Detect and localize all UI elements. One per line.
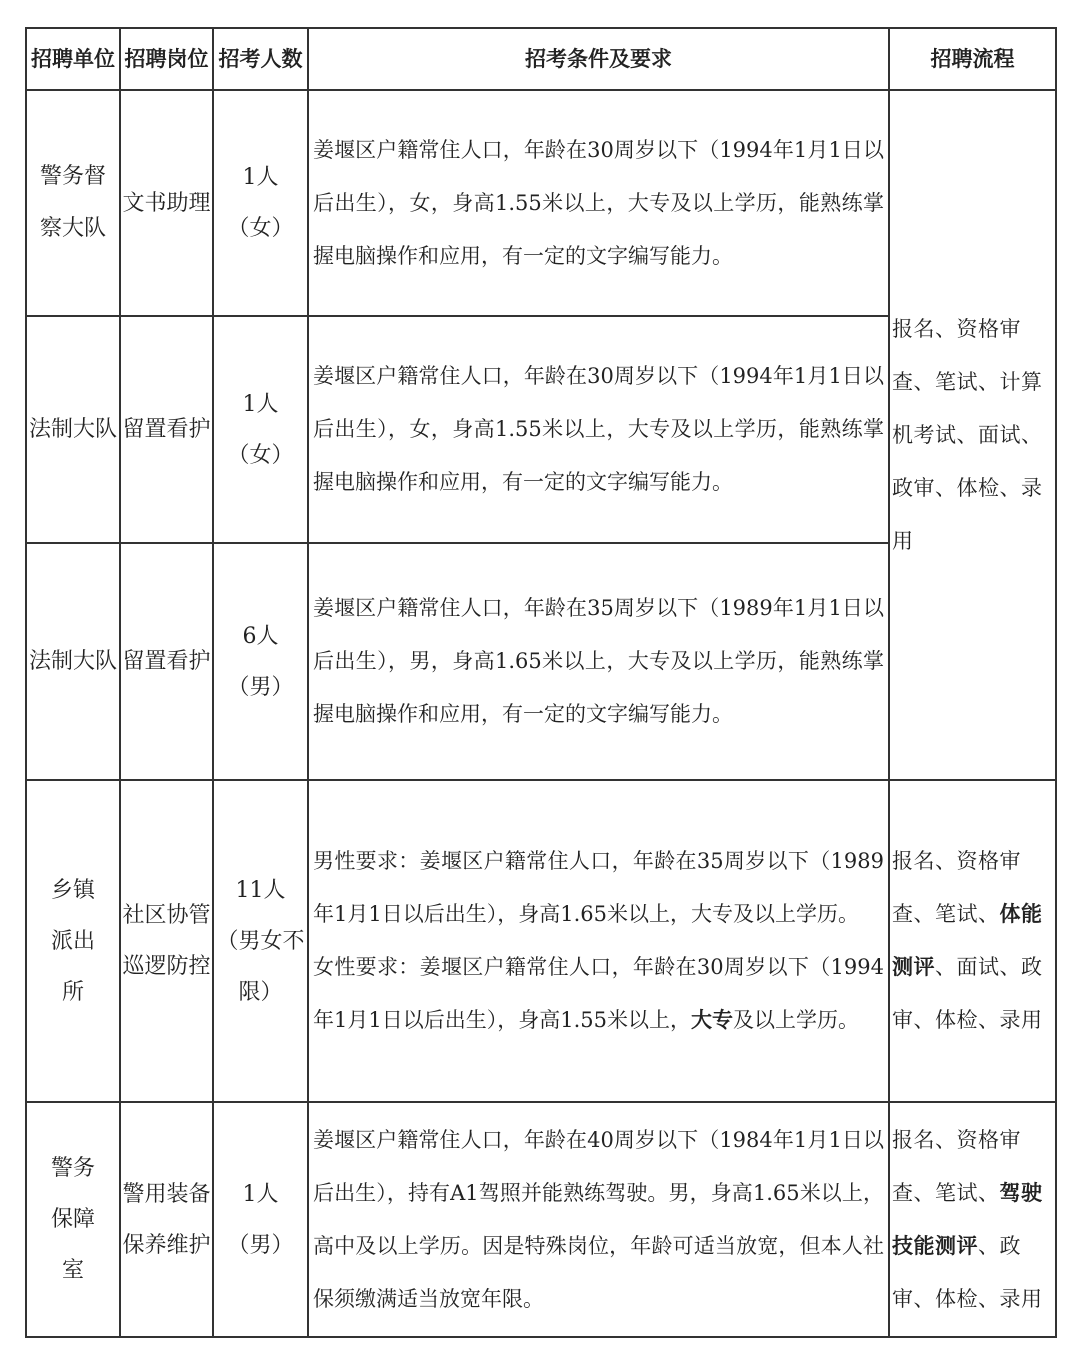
table-border-bottom [25, 1336, 1057, 1338]
table-border-right [1055, 27, 1057, 1338]
row5-unit: 警务保障室 [50, 1156, 95, 1283]
row5-process: 报名、资格审查、笔试、驾驶技能测评、政审、体检、录用 [892, 1127, 1043, 1311]
shared-process: 报名、资格审查、笔试、计算机考试、面试、政审、体检、录用 [892, 316, 1043, 553]
row2-position: 留置看护 [122, 417, 211, 442]
row2-unit: 法制大队 [28, 417, 117, 442]
row2-count: 1人（女） [227, 391, 294, 468]
header-process: 招聘流程 [930, 46, 1015, 71]
row5-requirements: 姜堰区户籍常住人口，年龄在40周岁以下（1984年1月1日以后出生），持有A1驾照并能熟练驾驶。男，身高1.65米以上，高中及以上学历。因是特殊岗位，年龄可适当放宽，但本人社保须缴满适当放宽年限。 [313, 1127, 884, 1311]
row3-count: 6人（男） [227, 623, 294, 700]
row4-unit: 乡镇派出所 [50, 877, 95, 1005]
row4-count: 11人（男女不限） [216, 877, 305, 1005]
row3-unit: 法制大队 [28, 649, 117, 674]
row4-req-female-b: 及以上学历。 [732, 1008, 859, 1032]
row1-position: 文书助理 [122, 190, 211, 216]
row4-req-female-a: 女性要求：姜堰区户籍常住人口，年龄在30周岁以下（1994年1月1日以后出生），身高1.55米以上， [313, 955, 884, 1032]
row1-unit: 警务督察大队 [39, 164, 106, 241]
row4-process: 报名、资格审查、笔试、体能测评、面试、政审、体检、录用 [892, 849, 1043, 1032]
row4-req-male: 男性要求：姜堰区户籍常住人口，年龄在35周岁以下（1989年1月1日以后出生），身高1.65米以上，大专及以上学历。 [313, 849, 884, 926]
row2-requirements: 姜堰区户籍常住人口，年龄在30周岁以下（1994年1月1日以后出生），女，身高1.55米以上，大专及以上学历，能熟练掌握电脑操作和应用，有一定的文字编写能力。 [313, 364, 884, 494]
header-requirements: 招考条件及要求 [525, 46, 672, 71]
row5-position: 警用装备保养维护 [122, 1181, 211, 1258]
row4-req-female-bold: 大专 [690, 1008, 733, 1032]
row3-requirements: 姜堰区户籍常住人口，年龄在35周岁以下（1989年1月1日以后出生），男，身高1.65米以上，大专及以上学历，能熟练掌握电脑操作和应用，有一定的文字编写能力。 [313, 596, 884, 726]
row1-count: 1人（女） [227, 165, 294, 241]
row5-count: 1人（男） [227, 1181, 294, 1258]
row3-position: 留置看护 [122, 649, 211, 674]
header-unit: 招聘单位 [31, 46, 115, 71]
row4-requirements [309, 781, 888, 1101]
header-count: 招考人数 [218, 46, 303, 71]
row1-requirements: 姜堰区户籍常住人口，年龄在30周岁以下（1994年1月1日以后出生），女，身高1.55米以上，大专及以上学历，能熟练掌握电脑操作和应用，有一定的文字编写能力。 [313, 137, 884, 268]
header-position: 招聘岗位 [124, 46, 209, 71]
row4-position: 社区协管巡逻防控 [122, 903, 211, 979]
